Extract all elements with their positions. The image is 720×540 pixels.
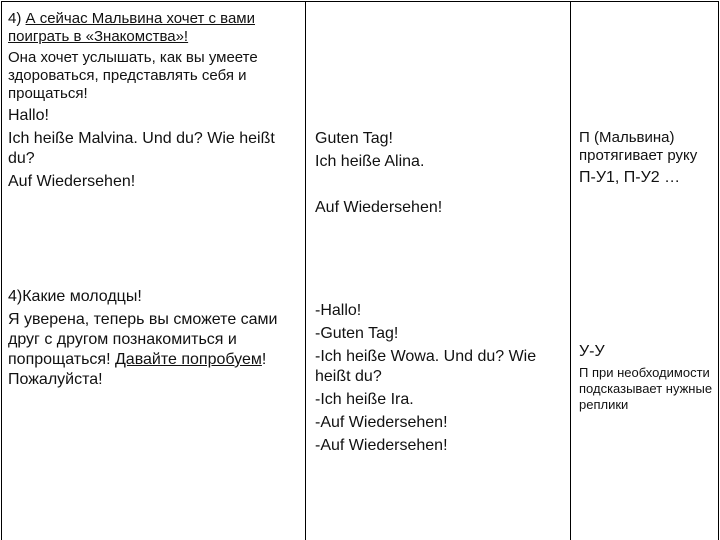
interaction-mode-student-student: У-У bbox=[579, 343, 605, 360]
step-4-heading: 4) А сейчас Мальвина хочет с вами поиграть в «Знакомства»! bbox=[8, 10, 255, 45]
mode-block-top bbox=[579, 129, 715, 188]
student-greeting: Guten Tag! bbox=[315, 130, 393, 147]
student-speech-column bbox=[306, 2, 571, 540]
step-4-introduction: Ich heiße Malvina. Und du? Wie heißt du? bbox=[8, 130, 275, 167]
praise-line: 4)Какие молодцы! bbox=[8, 288, 142, 305]
mode-block-bottom bbox=[579, 342, 715, 413]
interaction-mode-pairs: П-У1, П-У2 … bbox=[579, 169, 681, 186]
dialogue-line: -Guten Tag! bbox=[315, 325, 399, 342]
dialogue-line: -Hallo! bbox=[315, 302, 362, 319]
step-4-praise-block bbox=[8, 287, 300, 390]
dialogue-block bbox=[315, 301, 567, 456]
lesson-plan-table bbox=[1, 1, 719, 540]
step-4-explanation: Она хочет услышать, как вы умеете здороваться, представлять себя и прощаться! bbox=[8, 49, 258, 102]
dialogue-line: -Ich heiße Wowa. Und du? Wie heißt du? bbox=[315, 348, 537, 385]
step-4-greeting: Hallo! bbox=[8, 107, 49, 124]
dialogue-line: -Auf Wiedersehen! bbox=[315, 414, 448, 431]
student-farewell: Auf Wiedersehen! bbox=[315, 199, 443, 216]
pair-work-instruction: Я уверена, теперь вы сможете сами друг с другом познакомиться и попрощаться! Давайте попробуем! Пожалуйста! bbox=[8, 311, 278, 388]
dialogue-line: -Auf Wiedersehen! bbox=[315, 437, 448, 454]
teacher-support-note: П при необходимости подсказывает нужные реплики bbox=[579, 365, 713, 412]
step-4-farewell: Auf Wiedersehen! bbox=[8, 173, 136, 190]
interaction-mode-column bbox=[571, 2, 720, 540]
dialogue-line: -Ich heiße Ira. bbox=[315, 391, 414, 408]
student-introduction: Ich heiße Alina. bbox=[315, 153, 425, 170]
step-4-block bbox=[8, 10, 300, 192]
teacher-action-note: П (Мальвина) протягивает руку bbox=[579, 129, 698, 164]
student-reply-block bbox=[315, 129, 567, 218]
teacher-speech-column bbox=[2, 2, 306, 540]
